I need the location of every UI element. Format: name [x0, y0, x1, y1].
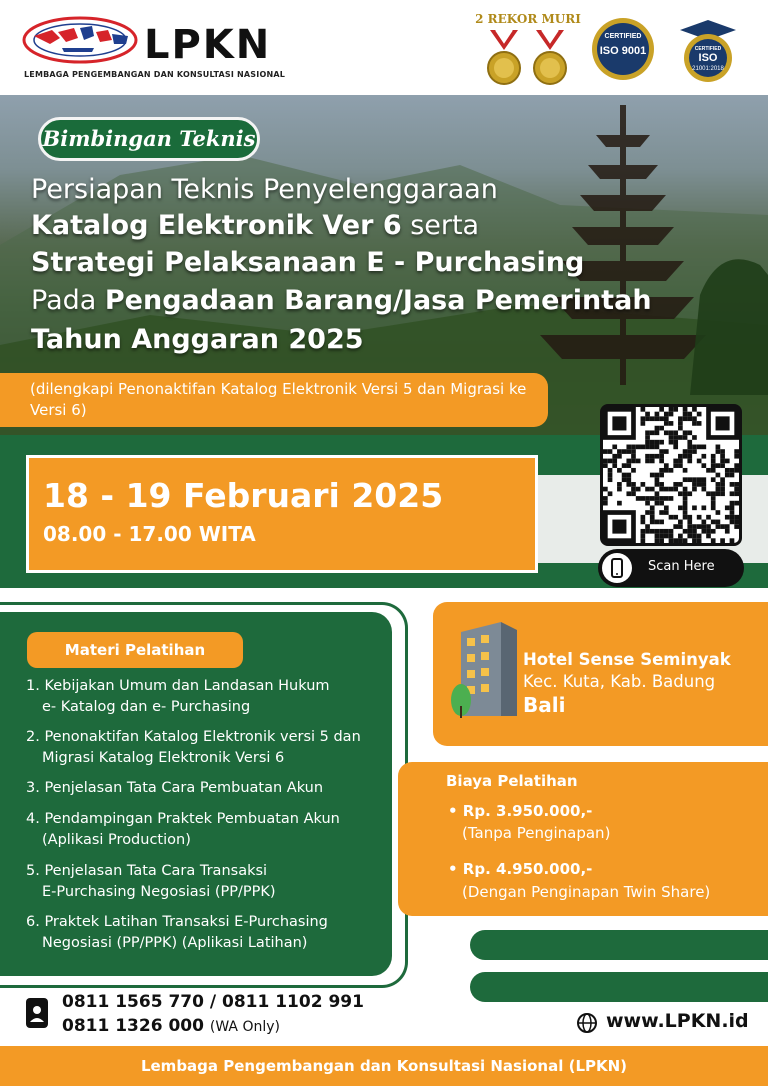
- scan-here-button[interactable]: [598, 549, 744, 587]
- materi-item-subline: E-Purchasing Negosiasi (PP/PPK): [42, 884, 276, 900]
- materi-item-line: 4. Pendampingan Praktek Pembuatan Akun: [26, 811, 340, 827]
- title-line-2: [31, 209, 479, 243]
- iso-21001-top-text: CERTIFIED: [694, 46, 722, 52]
- contact-phone-icon: [26, 998, 48, 1028]
- medal-icon: [484, 30, 524, 86]
- event-time: 08.00 - 17.00 WITA: [43, 522, 256, 546]
- title-line-5: Tahun Anggaran 2025: [31, 324, 364, 355]
- materi-item: [26, 861, 386, 903]
- qr-code[interactable]: [600, 404, 742, 546]
- title-line-4: [31, 284, 652, 318]
- indonesia-map-icon: [22, 14, 140, 66]
- awards-area: [474, 10, 744, 84]
- materi-item: [26, 778, 386, 799]
- event-date: 18 - 19 Februari 2025: [43, 476, 444, 515]
- materi-item-subline: (Aplikasi Production): [42, 832, 191, 848]
- migration-note: (dilengkapi Penonaktifan Katalog Elektronik Versi 5 dan Migrasi ke Versi 6): [0, 373, 548, 427]
- smartphone-icon: [602, 553, 632, 583]
- title-pengadaan: Pengadaan Barang/Jasa Pemerintah: [104, 285, 652, 316]
- person-icon: [26, 998, 48, 1028]
- title-serta: serta: [401, 210, 480, 241]
- iso-9001-seal-icon: [590, 16, 656, 82]
- qr-code-icon: [603, 407, 739, 543]
- venue-area: Kec. Kuta, Kab. Badung: [523, 672, 716, 691]
- title-line-3: Strategi Pelaksanaan E - Purchasing: [31, 247, 585, 278]
- globe-icon: [576, 1012, 598, 1034]
- materi-item: [26, 912, 386, 954]
- footer: Lembaga Pengembangan dan Konsultasi Nasional (LPKN): [0, 1046, 768, 1086]
- fee-desc-1: (Tanpa Penginapan): [462, 824, 611, 842]
- materi-item-subline: e- Katalog dan e- Purchasing: [42, 699, 251, 715]
- materi-item: [26, 676, 386, 718]
- materi-item: [26, 809, 386, 851]
- venue-card: [433, 602, 768, 746]
- fee-title: Biaya Pelatihan: [446, 772, 578, 790]
- whatsapp-number[interactable]: [62, 1016, 280, 1036]
- hotel-building-icon: [451, 620, 523, 720]
- iso-9001-text: ISO 9001: [599, 45, 647, 57]
- materi-item-line: 1. Kebijakan Umum dan Landasan Hukum: [26, 678, 330, 694]
- iso-21001-text: ISO: [698, 52, 718, 64]
- materi-item-line: 5. Penjelasan Tata Cara Transaksi: [26, 863, 268, 879]
- iso-9001-top-text: CERTIFIED: [604, 33, 642, 40]
- muri-label: 2 REKOR MURI: [475, 12, 581, 26]
- fee-card: [398, 762, 768, 916]
- decorative-bar: [470, 930, 768, 960]
- materi-item-subline: Migrasi Katalog Elektronik Versi 6: [42, 750, 285, 766]
- iso-21001-number: 21001:2018: [692, 66, 724, 72]
- title-pada: Pada: [31, 285, 105, 316]
- materi-item-line: 2. Penonaktifan Katalog Elektronik versi 5 dan: [26, 729, 361, 745]
- fee-desc-2: (Dengan Penginapan Twin Share): [462, 883, 711, 901]
- wa-only-note: (WA Only): [209, 1019, 280, 1035]
- materi-title: Materi Pelatihan: [27, 632, 243, 668]
- venue-city: Bali: [523, 693, 566, 717]
- logo-wordmark: LPKN: [144, 22, 272, 68]
- decorative-bar: [470, 972, 768, 1002]
- materi-item: [26, 727, 386, 769]
- phone-numbers[interactable]: 0811 1565 770 / 0811 1102 991: [62, 992, 364, 1012]
- lpkn-logo: [22, 14, 286, 84]
- title-catalog: Katalog Elektronik Ver 6: [31, 210, 402, 241]
- phone-icon-circle: [602, 553, 632, 583]
- scan-here-label: Scan Here: [648, 559, 715, 574]
- materi-item-subline: Negosiasi (PP/PPK) (Aplikasi Latihan): [42, 935, 308, 951]
- venue-name: Hotel Sense Seminyak: [523, 650, 731, 669]
- materi-item-line: 3. Penjelasan Tata Cara Pembuatan Akun: [26, 780, 324, 796]
- website-link[interactable]: www.LPKN.id: [606, 1010, 749, 1032]
- medal-icon: [530, 30, 570, 86]
- title-line-1: Persiapan Teknis Penyelenggaraan: [31, 174, 498, 205]
- materi-item-line: 6. Praktek Latihan Transaksi E-Purchasing: [26, 914, 328, 930]
- fee-price-2: • Rp. 4.950.000,-: [448, 860, 593, 878]
- logo-subtitle: LEMBAGA PENGEMBANGAN DAN KONSULTASI NASIONAL: [24, 70, 286, 79]
- whatsapp-phone: 0811 1326 000: [62, 1016, 210, 1036]
- iso-21001-seal-icon: [668, 14, 738, 84]
- event-date-box: [26, 455, 538, 573]
- header: [0, 0, 768, 96]
- bimtek-badge: Bimbingan Teknis: [38, 117, 260, 161]
- fee-price-1: • Rp. 3.950.000,-: [448, 802, 593, 820]
